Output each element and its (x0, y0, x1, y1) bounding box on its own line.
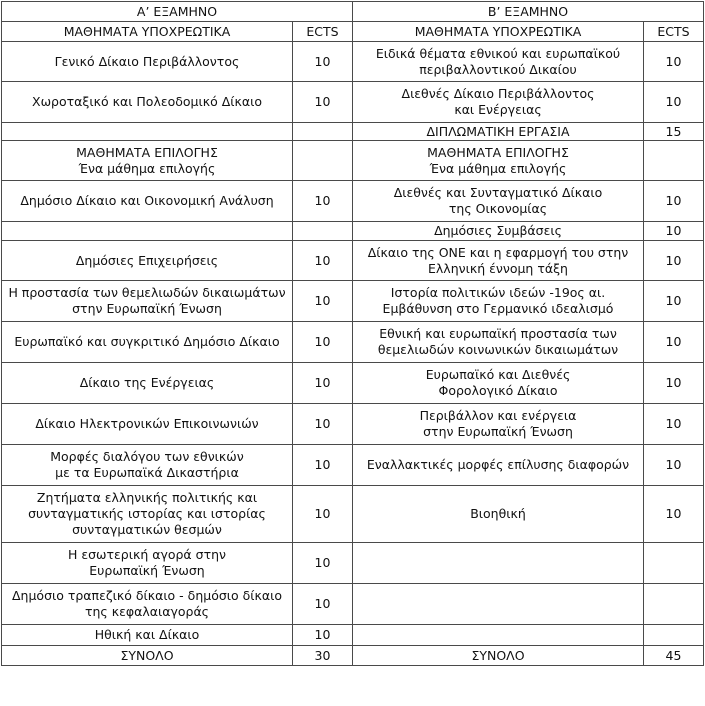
ects-a-cell (293, 222, 353, 241)
course-row (2, 82, 704, 123)
ects-a-cell: 10 (293, 584, 353, 625)
ects-b-cell: 10 (644, 281, 704, 322)
ects-b-cell: 10 (644, 222, 704, 241)
required-courses-b-header: ΜΑΘΗΜΑΤΑ ΥΠΟΧΡΕΩΤΙΚΑ (353, 22, 644, 42)
ects-b-cell: 10 (644, 241, 704, 281)
course-a-cell: Η προστασία των θεμελιωδών δικαιωμάτων στην Ευρωπαϊκή Ένωση (2, 281, 293, 322)
ects-b-cell (644, 625, 704, 646)
ects-b-cell: 45 (644, 646, 704, 666)
course-b-cell: Περιβάλλον και ενέργεια στην Ευρωπαϊκή Ένωση (353, 404, 644, 445)
ects-b-cell: 10 (644, 181, 704, 222)
course-a-cell: Χωροταξικό και Πολεοδομικό Δίκαιο (2, 82, 293, 123)
ects-b-cell: 10 (644, 445, 704, 486)
course-a-cell: Δίκαιο Ηλεκτρονικών Επικοινωνιών (2, 404, 293, 445)
course-row (2, 584, 704, 625)
ects-b-cell: 10 (644, 486, 704, 543)
course-b-cell (353, 584, 644, 625)
course-a-cell: ΣΥΝΟΛΟ (2, 646, 293, 666)
semester-header-row (2, 2, 704, 22)
course-row (2, 222, 704, 241)
course-row (2, 404, 704, 445)
ects-b-cell (644, 584, 704, 625)
ects-a-cell: 10 (293, 404, 353, 445)
column-header-row (2, 22, 704, 42)
course-b-cell: Δίκαιο της ΟΝΕ και η εφαρμογή του στην Ελληνική έννομη τάξη (353, 241, 644, 281)
course-row (2, 363, 704, 404)
course-b-cell (353, 625, 644, 646)
course-row (2, 123, 704, 141)
course-a-cell: Ευρωπαϊκό και συγκριτικό Δημόσιο Δίκαιο (2, 322, 293, 363)
curriculum-table (1, 1, 704, 666)
course-a-cell (2, 222, 293, 241)
course-a-cell: Δημόσιο τραπεζικό δίκαιο - δημόσιο δίκαιο της κεφαλαιαγοράς (2, 584, 293, 625)
course-row (2, 281, 704, 322)
ects-b-cell: 10 (644, 82, 704, 123)
required-courses-a-header: ΜΑΘΗΜΑΤΑ ΥΠΟΧΡΕΩΤΙΚΑ (2, 22, 293, 42)
course-a-cell: Δημόσιο Δίκαιο και Οικονομική Ανάλυση (2, 181, 293, 222)
course-row (2, 42, 704, 82)
course-a-cell: Ηθική και Δίκαιο (2, 625, 293, 646)
ects-a-cell (293, 123, 353, 141)
ects-a-cell (293, 141, 353, 181)
course-a-cell: Η εσωτερική αγορά στην Ευρωπαϊκή Ένωση (2, 543, 293, 584)
course-b-cell: Ιστορία πολιτικών ιδεών -19ος αι. Εμβάθυνση στο Γερμανικό ιδεαλισμό (353, 281, 644, 322)
ects-a-cell: 10 (293, 543, 353, 584)
course-row (2, 181, 704, 222)
ects-a-cell: 10 (293, 281, 353, 322)
ects-a-cell: 10 (293, 241, 353, 281)
course-b-cell: Ευρωπαϊκό και Διεθνές Φορολογικό Δίκαιο (353, 363, 644, 404)
ects-a-cell: 10 (293, 42, 353, 82)
total-row (2, 646, 704, 666)
ects-a-cell: 10 (293, 82, 353, 123)
course-b-cell: Βιοηθική (353, 486, 644, 543)
ects-a-cell: 10 (293, 363, 353, 404)
ects-b-cell (644, 141, 704, 181)
course-b-cell (353, 543, 644, 584)
course-b-cell: Διεθνές Δίκαιο Περιβάλλοντος και Ενέργειας (353, 82, 644, 123)
ects-a-cell: 30 (293, 646, 353, 666)
semester-a-header: Α’ ΕΞΑΜΗΝΟ (2, 2, 353, 22)
course-a-cell: Μορφές διαλόγου των εθνικών με τα Ευρωπαϊκά Δικαστήρια (2, 445, 293, 486)
ects-a-cell: 10 (293, 486, 353, 543)
course-row (2, 241, 704, 281)
ects-b-header: ECTS (644, 22, 704, 42)
ects-b-cell: 15 (644, 123, 704, 141)
semester-b-header: Β’ ΕΞΑΜΗΝΟ (353, 2, 704, 22)
course-row (2, 543, 704, 584)
course-row (2, 141, 704, 181)
ects-b-cell: 10 (644, 363, 704, 404)
ects-b-cell: 10 (644, 404, 704, 445)
ects-a-header: ECTS (293, 22, 353, 42)
course-b-cell: Εναλλακτικές μορφές επίλυσης διαφορών (353, 445, 644, 486)
course-b-cell: ΜΑΘΗΜΑΤΑ ΕΠΙΛΟΓΗΣ Ένα μάθημα επιλογής (353, 141, 644, 181)
course-b-cell: Εθνική και ευρωπαϊκή προστασία των θεμελιωδών κοινωνικών δικαιωμάτων (353, 322, 644, 363)
course-a-cell: Δημόσιες Επιχειρήσεις (2, 241, 293, 281)
course-a-cell: Δίκαιο της Ενέργειας (2, 363, 293, 404)
course-row (2, 322, 704, 363)
course-a-cell: Ζητήματα ελληνικής πολιτικής και συνταγματικής ιστορίας και ιστορίας συνταγματικών θεσμών (2, 486, 293, 543)
ects-a-cell: 10 (293, 322, 353, 363)
ects-b-cell: 10 (644, 42, 704, 82)
course-b-cell: Ειδικά θέματα εθνικού και ευρωπαϊκού περιβαλλοντικού Δικαίου (353, 42, 644, 82)
course-b-cell: Δημόσιες Συμβάσεις (353, 222, 644, 241)
course-row (2, 625, 704, 646)
course-b-cell: Διεθνές και Συνταγματικό Δίκαιο της Οικονομίας (353, 181, 644, 222)
course-row (2, 445, 704, 486)
ects-b-cell (644, 543, 704, 584)
course-a-cell: Γενικό Δίκαιο Περιβάλλοντος (2, 42, 293, 82)
ects-a-cell: 10 (293, 445, 353, 486)
ects-a-cell: 10 (293, 625, 353, 646)
ects-b-cell: 10 (644, 322, 704, 363)
course-a-cell: ΜΑΘΗΜΑΤΑ ΕΠΙΛΟΓΗΣ Ένα μάθημα επιλογής (2, 141, 293, 181)
ects-a-cell: 10 (293, 181, 353, 222)
course-a-cell (2, 123, 293, 141)
course-row (2, 486, 704, 543)
course-b-cell: ΣΥΝΟΛΟ (353, 646, 644, 666)
course-b-cell: ΔΙΠΛΩΜΑΤΙΚΗ ΕΡΓΑΣΙΑ (353, 123, 644, 141)
